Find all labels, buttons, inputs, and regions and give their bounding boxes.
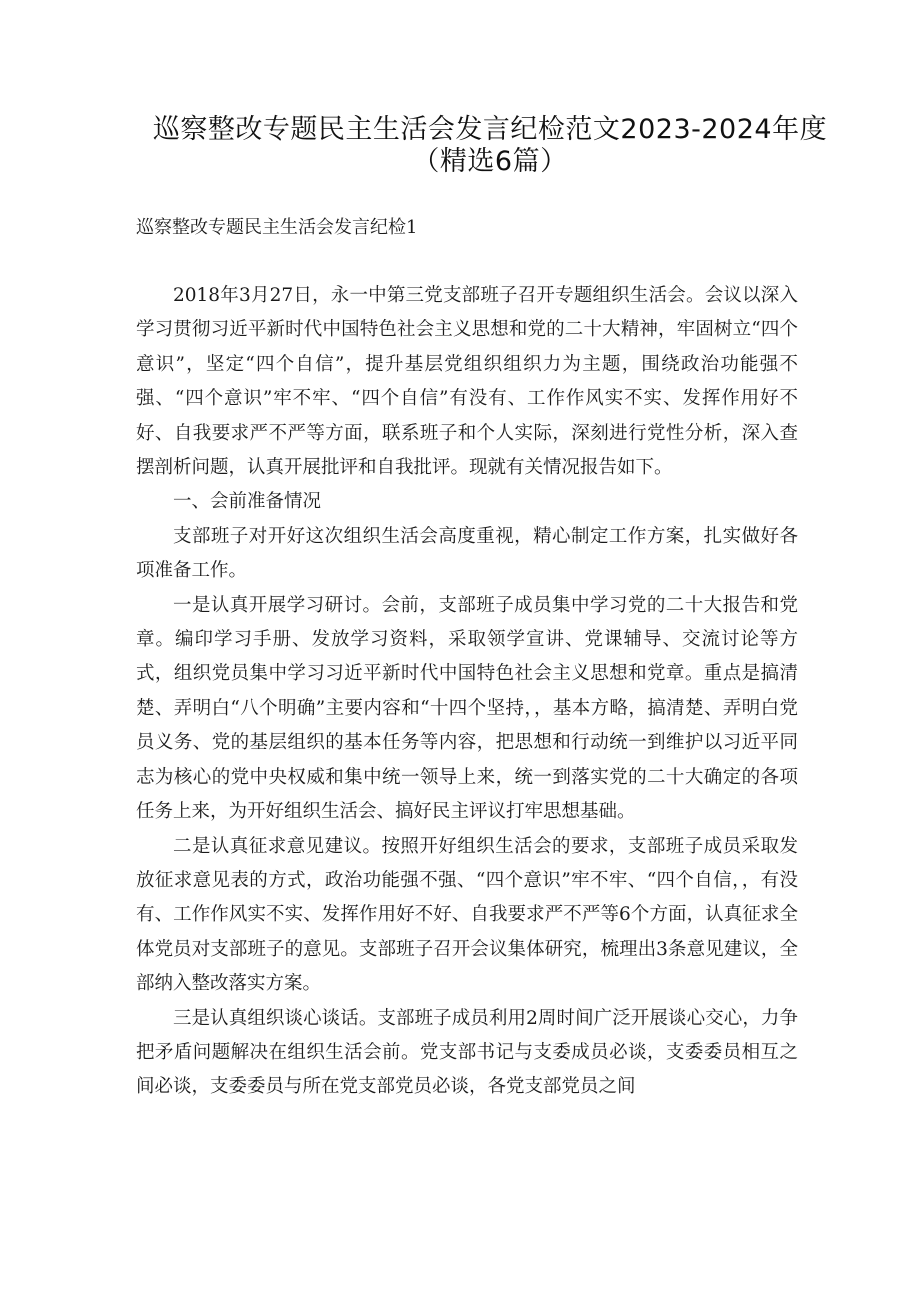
- document-title: 巡察整改专题民主生活会发言纪检范文2023-2024年度: [152, 114, 828, 145]
- paragraph-study: 一是认真开展学习研讨。会前，支部班子成员集中学习党的二十大报告和党章。编印学习手册、发放学习资料，采取领学宣讲、党课辅导、交流讨论等方式，组织党员集中学习习近平新时代中国特色社会主义思想和党章。重点是搞清楚、弄明白“八个明确”主要内容和“十四个坚持，，基本方略，搞清楚、弄明白党员义务、党的基层组织的基本任务等内容，把思想和行动统一到维护以习近平同志为核心的党中央权威和集中统一领导上来，统一到落实党的二十大确定的各项任务上来，为开好组织生活会、搞好民主评议打牢思想基础。: [136, 594, 798, 823]
- document-title-subtitle: （精选6篇）: [412, 146, 568, 177]
- paragraph-opinions: 二是认真征求意见建议。按照开好组织生活会的要求，支部班子成员采取发放征求意见表的方式，政治功能强不强、“四个意识”牢不牢、“四个自信，，有没有、工作作风实不实、发挥作用好不好、自我要求严不严等6个方面，认真征求全体党员对支部班子的意见。支部班子召开会议集体研究，梳理出3条意见建议，全部纳入整改落实方案。: [136, 835, 798, 995]
- document-body: [136, 279, 798, 1105]
- heading-preparation: 一、会前准备情况: [173, 491, 322, 513]
- paragraph-talks: 三是认真组织谈心谈话。支部班子成员利用2周时间广泛开展谈心交心，力争把矛盾问题解决在组织生活会前。党支部书记与支委成员必谈，支委委员相互之间必谈，支委委员与所在党支部党员必谈，各党支部党员之间: [136, 1007, 798, 1098]
- section-title: 巡察整改专题民主生活会发言纪检1: [136, 217, 418, 238]
- paragraph-preparation: 支部班子对开好这次组织生活会高度重视，精心制定工作方案，扎实做好各项准备工作。: [136, 525, 798, 582]
- paragraph-intro: 2018年3月27日，永一中第三党支部班子召开专题组织生活会。会议以深入学习贯彻习近平新时代中国特色社会主义思想和党的二十大精神，牢固树立“四个意识”，坚定“四个自信”，提升基层党组织组织力为主题，围绕政治功能强不强、“四个意识”牢不牢、“四个自信”有没有、工作作风实不实、发挥作用好不好、自我要求严不严等方面，联系班子和个人实际，深刻进行党性分析，深入查摆剖析问题，认真开展批评和自我批评。现就有关情况报告如下。: [136, 285, 798, 479]
